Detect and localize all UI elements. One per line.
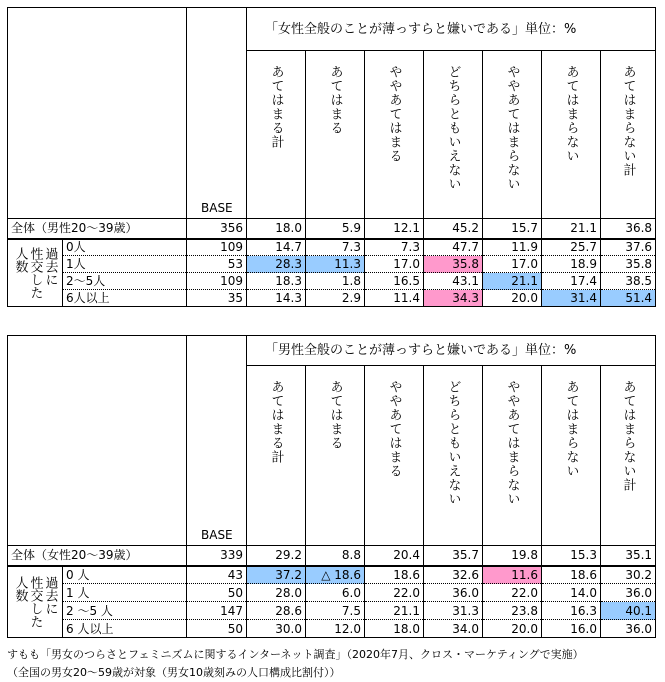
corner-cell <box>8 336 187 546</box>
row-label: 6 人以上 <box>63 620 187 638</box>
column-header: ややあてはまらない <box>483 51 542 219</box>
table-row <box>8 620 656 638</box>
cell: 40.1 <box>601 602 656 620</box>
cell: 28.3 <box>247 256 306 273</box>
table-row <box>8 584 656 602</box>
row-label: 全体（女性20～39歳） <box>8 546 187 566</box>
table-row <box>8 290 656 307</box>
cell: 35 <box>187 290 247 307</box>
cell: 17.0 <box>483 256 542 273</box>
cell: 36.0 <box>601 620 656 638</box>
cell: 2.9 <box>306 290 365 307</box>
cell: 37.2 <box>247 566 306 584</box>
column-header: あてはまる <box>306 366 365 546</box>
cell: 147 <box>187 602 247 620</box>
cell: 45.2 <box>424 219 483 239</box>
row-label: 6人以上 <box>63 290 187 307</box>
cell: 16.3 <box>542 602 601 620</box>
cell: 19.8 <box>483 546 542 566</box>
sample-note: （全国の男女20～59歳が対象（男女10歳刻みの人口構成比割付）） <box>7 666 341 679</box>
cell: 50 <box>187 584 247 602</box>
base-header: BASE <box>187 8 247 219</box>
cell: 11.6 <box>483 566 542 584</box>
cell: 17.0 <box>365 256 424 273</box>
cell: 1.8 <box>306 273 365 290</box>
table-title: 「男性全般のことが薄っすらと嫌いである」単位：% <box>247 336 656 366</box>
cell: 21.1 <box>365 602 424 620</box>
cell: 21.1 <box>542 219 601 239</box>
cell: 28.6 <box>247 602 306 620</box>
cell: 36.0 <box>601 584 656 602</box>
cell: 16.0 <box>542 620 601 638</box>
cell: 15.7 <box>483 219 542 239</box>
cell: 25.7 <box>542 239 601 256</box>
cell: 29.2 <box>247 546 306 566</box>
row-label: 0人 <box>63 239 187 256</box>
cell: 30.0 <box>247 620 306 638</box>
cell: 37.6 <box>601 239 656 256</box>
column-header: どちらともいえない <box>424 366 483 546</box>
cell: 109 <box>187 239 247 256</box>
cell: 18.3 <box>247 273 306 290</box>
cell: 6.0 <box>306 584 365 602</box>
cell: 36.0 <box>424 584 483 602</box>
cell: 53 <box>187 256 247 273</box>
cell: 11.3 <box>306 256 365 273</box>
corner-cell <box>8 8 187 219</box>
table-title: 「女性全般のことが薄っすらと嫌いである」単位：% <box>247 8 656 51</box>
cell: 47.7 <box>424 239 483 256</box>
cell: 20.0 <box>483 290 542 307</box>
cell: 18.0 <box>247 219 306 239</box>
column-header: あてはまらない計 <box>601 366 656 546</box>
cell: 34.3 <box>424 290 483 307</box>
column-header: ややあてはまらない <box>483 366 542 546</box>
cell: 43.1 <box>424 273 483 290</box>
total-row <box>8 219 656 239</box>
row-label: 1人 <box>63 256 187 273</box>
total-row <box>8 546 656 566</box>
cell: 17.4 <box>542 273 601 290</box>
column-header: あてはまる <box>306 51 365 219</box>
table-row <box>8 239 656 256</box>
column-header: ややあてはまる <box>365 366 424 546</box>
cell: 18.9 <box>542 256 601 273</box>
row-label: 全体（男性20～39歳） <box>8 219 187 239</box>
cell: 32.6 <box>424 566 483 584</box>
group-label: 過去に 性交した 人数 <box>8 566 63 638</box>
cell: 31.3 <box>424 602 483 620</box>
table-row <box>8 273 656 290</box>
cell: 14.0 <box>542 584 601 602</box>
cell: 35.7 <box>424 546 483 566</box>
source-note: すもも「男女のつらさとフェミニズムに関するインターネット調査」（2020年7月、クロス・マーケティングで実施） <box>7 648 584 661</box>
cell: 31.4 <box>542 290 601 307</box>
base-header: BASE <box>187 336 247 546</box>
cell: 11.9 <box>483 239 542 256</box>
row-label: 0 人 <box>63 566 187 584</box>
row-label: 2～5人 <box>63 273 187 290</box>
cell: 50 <box>187 620 247 638</box>
cell: 11.4 <box>365 290 424 307</box>
cell: 18.6 <box>365 566 424 584</box>
cell: 8.8 <box>306 546 365 566</box>
crosstab-table-1 <box>7 7 656 307</box>
cell: 35.8 <box>601 256 656 273</box>
cell: 35.8 <box>424 256 483 273</box>
cell: 22.0 <box>365 584 424 602</box>
cell: 51.4 <box>601 290 656 307</box>
cell: 22.0 <box>483 584 542 602</box>
cell: 7.3 <box>306 239 365 256</box>
cell: 12.1 <box>365 219 424 239</box>
row-label: 2 ～5 人 <box>63 602 187 620</box>
cell: 18.6 <box>542 566 601 584</box>
cell: 28.0 <box>247 584 306 602</box>
cell: 18.0 <box>365 620 424 638</box>
cell: 30.2 <box>601 566 656 584</box>
cell: 20.4 <box>365 546 424 566</box>
cell: 35.1 <box>601 546 656 566</box>
cell: 7.3 <box>365 239 424 256</box>
table-row <box>8 602 656 620</box>
column-header: あてはまる計 <box>247 366 306 546</box>
cell: 7.5 <box>306 602 365 620</box>
table-row <box>8 256 656 273</box>
column-header: あてはまらない <box>542 51 601 219</box>
cell: 15.3 <box>542 546 601 566</box>
cell: 43 <box>187 566 247 584</box>
row-label: 1 人 <box>63 584 187 602</box>
column-header: あてはまらない <box>542 366 601 546</box>
cell: 339 <box>187 546 247 566</box>
cell: 356 <box>187 219 247 239</box>
cell: 14.3 <box>247 290 306 307</box>
cell: 36.8 <box>601 219 656 239</box>
column-header: ややあてはまる <box>365 51 424 219</box>
cell: 21.1 <box>483 273 542 290</box>
cell: 38.5 <box>601 273 656 290</box>
cell: 109 <box>187 273 247 290</box>
cell: 34.0 <box>424 620 483 638</box>
cell: 20.0 <box>483 620 542 638</box>
column-header: あてはまる計 <box>247 51 306 219</box>
column-header: あてはまらない計 <box>601 51 656 219</box>
cell: 5.9 <box>306 219 365 239</box>
cell: 16.5 <box>365 273 424 290</box>
crosstab-table-2 <box>7 335 656 638</box>
cell: 23.8 <box>483 602 542 620</box>
group-label: 過去に 性交した 人数 <box>8 239 63 307</box>
column-header: どちらともいえない <box>424 51 483 219</box>
cell: △ 18.6 <box>306 566 365 584</box>
cell: 12.0 <box>306 620 365 638</box>
cell: 14.7 <box>247 239 306 256</box>
table-row <box>8 566 656 584</box>
